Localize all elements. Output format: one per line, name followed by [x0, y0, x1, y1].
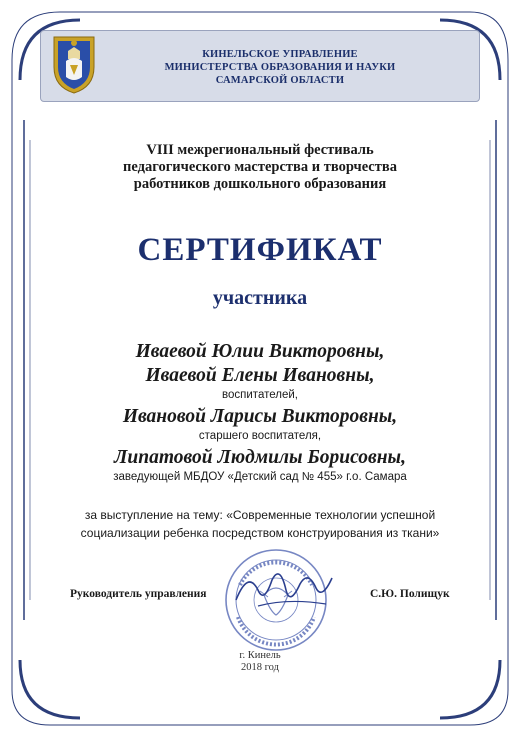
recipient-name-4: Липатовой Людмилы Борисовны,	[114, 447, 406, 468]
samara-region-coat-of-arms-icon	[48, 33, 100, 95]
signatory-name: С.Ю. Полищук	[370, 588, 450, 600]
recipient-name-2: Иваевой Елены Ивановны,	[145, 365, 375, 386]
presentation-topic	[40, 506, 480, 542]
recipient-role-3: заведующей МБДОУ «Детский сад № 455» г.о. Самара	[113, 471, 407, 483]
issuer-title	[130, 48, 430, 87]
topic-line-1: за выступление на тему: «Современные технологии успешной	[84, 508, 436, 522]
recipient-name-3: Ивановой Ларисы Викторовны,	[122, 406, 398, 427]
signatory-position: Руководитель управления	[70, 588, 207, 600]
festival-line-3: работников дошкольного образования	[133, 176, 387, 192]
issuer-line-2: МИНИСТЕРСТВА ОБРАЗОВАНИЯ И НАУКИ	[164, 62, 396, 73]
city: г. Кинель	[239, 650, 281, 661]
recipient-role-1: воспитателей,	[222, 389, 298, 401]
recipients-block	[40, 340, 480, 485]
issuer-line-1: КИНЕЛЬСКОЕ УПРАВЛЕНИЕ	[202, 49, 358, 60]
handwritten-signature-icon	[228, 560, 338, 620]
certificate-title: СЕРТИФИКАТ	[137, 232, 383, 268]
certificate-subtitle: участника	[212, 287, 308, 309]
festival-line-2: педагогического мастерства и творчества	[123, 159, 397, 175]
issuer-line-3: САМАРСКОЙ ОБЛАСТИ	[215, 75, 345, 86]
recipient-role-2: старшего воспитателя,	[198, 430, 322, 442]
topic-line-2: социализации ребенка посредством конструирования из ткани»	[80, 526, 440, 540]
place-and-date	[200, 650, 320, 674]
recipient-name-1: Иваевой Юлии Викторовны,	[135, 341, 385, 362]
festival-title	[40, 142, 480, 193]
festival-line-1: VIII межрегиональный фестиваль	[146, 142, 374, 158]
year: 2018 год	[241, 662, 279, 673]
